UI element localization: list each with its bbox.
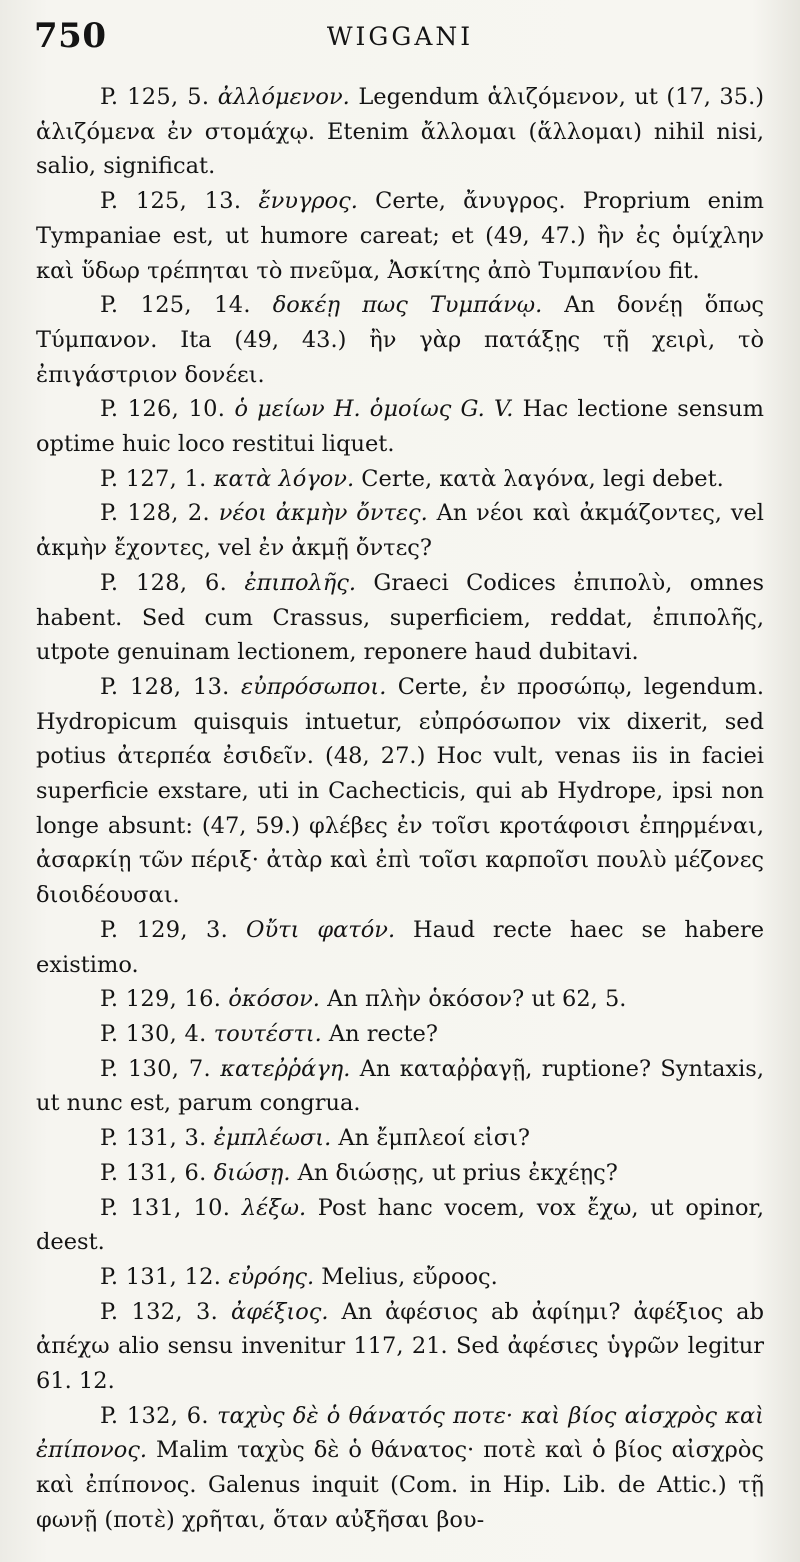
entry-lemma: ὁ μείων H. ὁμοίως G. V. — [234, 396, 514, 423]
entry-note: An ἀφέσιος ab ἀφίημι? ἀφέξιος ab ἀπέχω alio sensu invenitur 117, 21. Sed ἀφέσιες ὑγρῶν legitur 61. 12. — [36, 1298, 765, 1395]
commentary-entry — [36, 566, 764, 670]
entry-lemma: ἀφέξιος. — [231, 1298, 329, 1325]
entry-reference: P. 131, 10. — [100, 1194, 231, 1221]
entry-lemma: ταχὺς δὲ ὁ θάνατός ποτε· καὶ βίος αἰσχρὸς καὶ ἐπίπονος. — [36, 1402, 765, 1464]
entry-note: An δονέῃ ὅπως Τύμπανον. Ita (49, 43.) ἢν γὰρ πατάξῃς τῇ χειρὶ, τὸ ἐπιγάστριον δονέει. — [36, 292, 765, 388]
entry-reference: P. 127, 1. — [100, 465, 207, 492]
entry-note: Hac lectione sensum optime huic loco restitui liquet. — [36, 396, 765, 458]
entry-lemma: Οὔτι φατόν. — [246, 916, 396, 943]
commentary-entry — [36, 1052, 764, 1121]
commentary-entry — [36, 670, 764, 913]
entry-lemma: εὐπρόσωποι. — [241, 673, 387, 700]
entry-lemma: κατὰ λόγον. — [213, 465, 355, 492]
entry-reference: P. 125, 5. — [100, 84, 210, 110]
commentary-entry — [36, 1121, 764, 1156]
entry-lemma: κατεῤῥάγη. — [220, 1055, 351, 1082]
entry-lemma: ἐμπλέωσι. — [213, 1125, 332, 1152]
entry-note: An καταῤῥαγῇ, ruptione? Syntaxis, ut nunc est, parum congrua. — [36, 1055, 764, 1117]
entry-note: Haud recte haec se habere existimo. — [36, 916, 765, 978]
entry-note: Graeci Codices ἐπιπολὺ, omnes habent. Sed cum Crassus, superficiem, reddat, ἐπιπολῆς, utpote genuinam lectionem, reponere haud dubitavi. — [36, 569, 765, 666]
entry-note: Malim ταχὺς δὲ ὁ θάνατος· ποτὲ καὶ ὁ βίος αἰσχρὸς καὶ ἐπίπονος. Galenus inquit (Com. in Hip. Lib. de Attic.) τῇ φωνῇ (ποτὲ) χρῆται, ὅταν αὐξῆσαι βου- — [36, 1437, 764, 1533]
entry-lemma: ἔνυγρος. — [258, 188, 358, 215]
commentary-entry — [36, 1156, 764, 1191]
entry-reference: P. 125, 14. — [100, 292, 251, 319]
entry-note: Post hanc vocem, vox ἔχω, ut opinor, deest. — [36, 1194, 764, 1256]
entry-reference: P. 125, 13. — [100, 188, 242, 215]
entry-lemma: τουτέστι. — [213, 1020, 322, 1047]
entry-lemma: ἀλλόμενον. — [217, 84, 350, 110]
commentary-body — [36, 80, 764, 1538]
running-head: WIGGANI — [326, 22, 474, 51]
page-header — [0, 14, 800, 58]
entry-reference: P. 131, 6. — [100, 1159, 207, 1186]
entry-lemma: ἐπιπολῆς. — [244, 569, 357, 596]
entry-note: Melius, εὔροος. — [321, 1263, 498, 1290]
commentary-entry — [36, 392, 764, 461]
entry-lemma: διώσῃ. — [213, 1159, 291, 1186]
entry-note: An πλὴν ὁκόσον? ut 62, 5. — [327, 986, 627, 1013]
page-number: 750 — [34, 16, 107, 56]
entry-reference: P. 131, 12. — [100, 1263, 222, 1290]
entry-lemma: νέοι ἀκμὴν ὄντες. — [218, 500, 428, 527]
commentary-entry — [36, 496, 764, 565]
entry-reference: P. 126, 10. — [100, 396, 226, 423]
commentary-entry — [36, 288, 764, 392]
commentary-entry — [36, 184, 764, 288]
entry-lemma: δοκέῃ πως Τυμπάνῳ. — [272, 292, 543, 319]
entry-note: An νέοι καὶ ἀκμάζοντες, vel ἀκμὴν ἔχοντες, vel ἐν ἀκμῇ ὄντες? — [36, 500, 764, 562]
entry-lemma: λέξω. — [241, 1194, 307, 1221]
entry-reference: P. 129, 16. — [100, 986, 222, 1013]
entry-note: An διώσῃς, ut prius ἐκχέῃς? — [297, 1159, 618, 1186]
commentary-entry — [36, 1017, 764, 1052]
entry-lemma: εὐρόης. — [228, 1263, 315, 1290]
entry-reference: P. 130, 7. — [100, 1055, 211, 1082]
entry-reference: P. 128, 13. — [100, 673, 230, 700]
entry-reference: P. 129, 3. — [100, 916, 229, 943]
entry-reference: P. 128, 6. — [100, 569, 228, 596]
commentary-entry — [36, 913, 764, 982]
entry-reference: P. 131, 3. — [100, 1125, 207, 1152]
commentary-entry — [36, 80, 764, 184]
entry-note: Certe, κατὰ λαγόνα, legi debet. — [361, 465, 724, 492]
entry-reference: P. 132, 3. — [100, 1298, 219, 1325]
commentary-entry — [36, 982, 764, 1017]
entry-reference: P. 130, 4. — [100, 1020, 207, 1047]
entry-note: An ἔμπλεοί εἰσι? — [338, 1125, 530, 1152]
commentary-entry — [36, 462, 764, 497]
entry-note: Certe, ἄνυγρος. Proprium enim Tympaniae est, ut humore careat; et (49, 47.) ἢν ἐς ὁμίχλην καὶ ὕδωρ τρέπηται τὸ πνεῦμα, Ἀσκίτης ἀπὸ Τυμπανίου fit. — [36, 188, 764, 284]
commentary-entry — [36, 1191, 764, 1260]
commentary-entry — [36, 1295, 764, 1399]
entry-lemma: ὁκόσον. — [228, 986, 320, 1013]
entry-reference: P. 132, 6. — [100, 1402, 209, 1429]
entry-note: An recte? — [328, 1020, 438, 1047]
entry-note: Legendum ἁλιζόμενον, ut (17, 35.) ἁλιζόμενα ἐν στομάχῳ. Etenim ἄλλομαι (ἅλλομαι) nihil nisi, salio, significat. — [36, 84, 764, 180]
commentary-entry — [36, 1399, 764, 1538]
entry-reference: P. 128, 2. — [100, 500, 210, 527]
commentary-entry — [36, 1260, 764, 1295]
entry-note: Certe, ἐν προσώπῳ, legendum. Hydropicum quisquis intuetur, εὐπρόσωπον vix dixerit, sed potius ἀτερπέα ἐσιδεῖν. (48, 27.) Hoc vult, venas iis in faciei superficie exstare, uti in Cachecticis, qui ab Hydrope, ipsi non longe absunt: (47, 59.) φλέβες ἐν τοῖσι κροτάφοισι ἐπηρμέναι, ἀσαρκίῃ τῶν πέριξ· ἀτὰρ καὶ ἐπὶ τοῖσι καρποῖσι πουλὺ μέζονες διοιδέουσαι. — [36, 673, 765, 909]
